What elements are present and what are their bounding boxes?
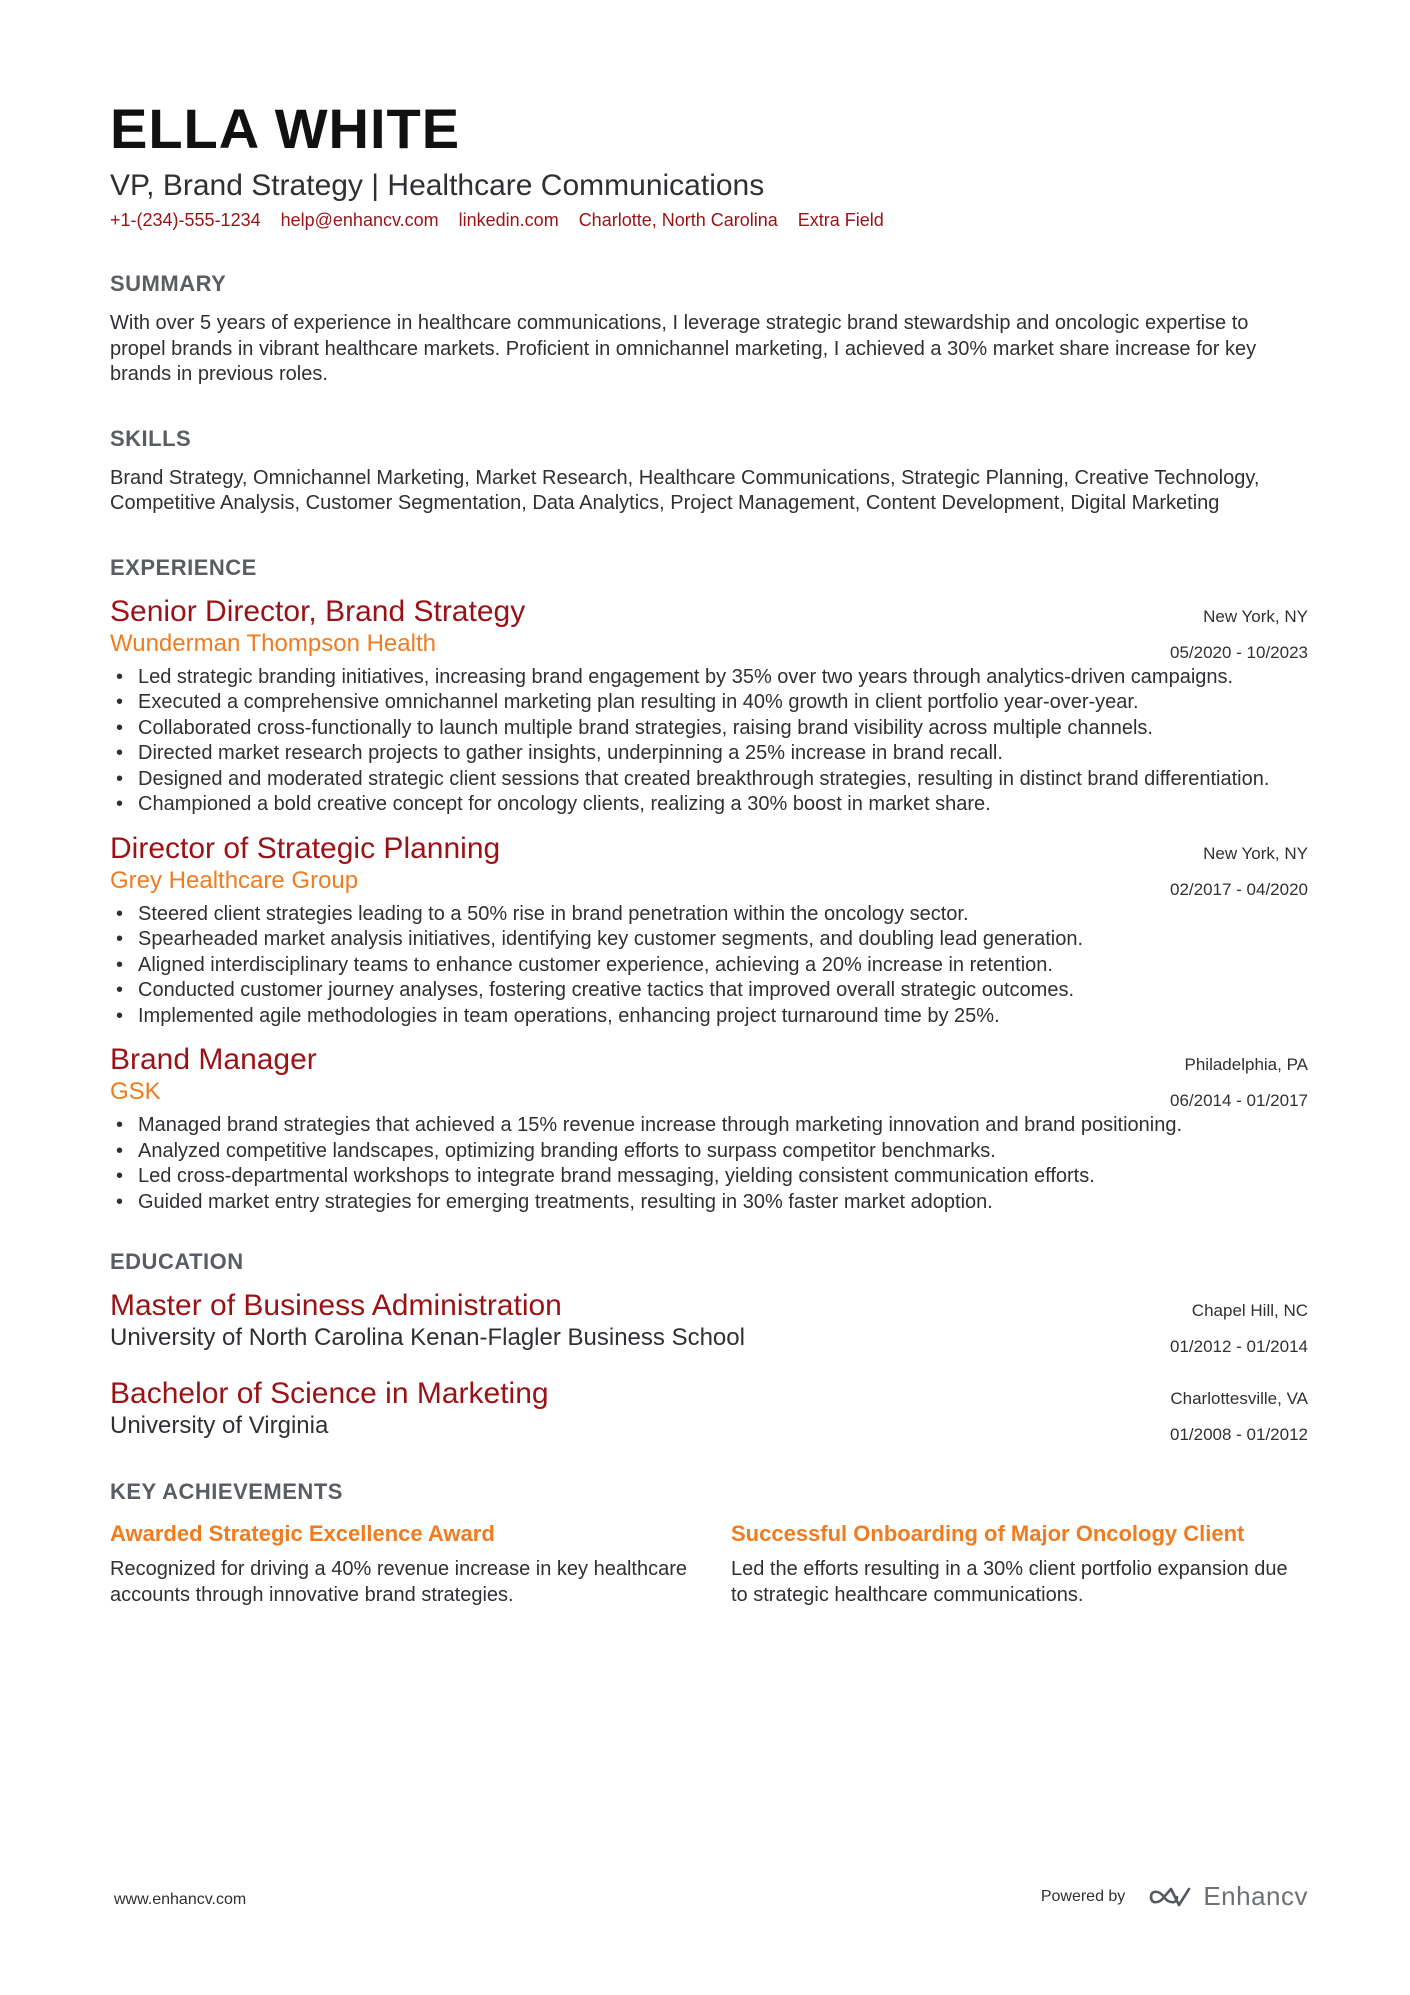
summary-text: With over 5 years of experience in healthcare communications, I leverage strategic brand stewardship and oncologic expertise to propel brands in vibrant healthcare markets. Proficient in omnichannel marketing, I achieved a 30% market share increase for key brands in previous roles. bbox=[110, 312, 1257, 385]
education-location: Chapel Hill, NC bbox=[1191, 1301, 1308, 1320]
contact-info bbox=[110, 210, 1308, 231]
section-title-skills: SKILLS bbox=[110, 425, 192, 451]
summary-section bbox=[110, 271, 1308, 388]
company-name: Grey Healthcare Group bbox=[110, 866, 359, 894]
contact-extra-field: Extra Field bbox=[797, 210, 884, 230]
job-location: New York, NY bbox=[1203, 843, 1308, 863]
achievement-item bbox=[110, 1519, 687, 1608]
job-meta bbox=[1170, 599, 1308, 671]
degree-name: Master of Business Administration bbox=[110, 1289, 562, 1322]
experience-entry bbox=[110, 832, 1308, 1030]
section-title-education: EDUCATION bbox=[110, 1249, 244, 1274]
footer-website[interactable]: www.enhancv.com bbox=[114, 1891, 247, 1908]
education-entry bbox=[110, 1289, 1308, 1356]
company-name: Wunderman Thompson Health bbox=[110, 629, 436, 657]
achievement-text: Led the efforts resulting in a 30% client portfolio expansion due to strategic healthcare communications. bbox=[731, 1558, 1288, 1606]
contact-phone[interactable]: +1-(234)-555-1234 bbox=[110, 210, 261, 230]
education-meta bbox=[1170, 1381, 1308, 1453]
bullet-item: • Implemented agile methodologies in team operations, enhancing project turnaround time by 25%. bbox=[110, 1004, 1308, 1030]
education-entry bbox=[110, 1377, 1308, 1444]
bullet-item: • Conducted customer journey analyses, fostering creative tactics that improved overall strategic outcomes. bbox=[110, 978, 1308, 1004]
job-location: New York, NY bbox=[1203, 606, 1308, 626]
achievements-section bbox=[110, 1479, 1308, 1608]
page-footer bbox=[114, 1881, 1308, 1921]
skills-section bbox=[110, 426, 1308, 517]
bullet-item: • Led cross-departmental workshops to integrate brand messaging, yielding consistent communication efforts. bbox=[110, 1164, 1308, 1190]
bullet-item: • Aligned interdisciplinary teams to enhance customer experience, achieving a 20% increase in retention. bbox=[110, 953, 1308, 979]
achievement-title: Awarded Strategic Excellence Award bbox=[110, 1521, 495, 1546]
resume-header bbox=[110, 96, 1308, 231]
section-title-summary: SUMMARY bbox=[110, 271, 227, 296]
job-bullets bbox=[110, 902, 1308, 1030]
job-title: Director of Strategic Planning bbox=[110, 831, 501, 865]
bullet-item: • Directed market research projects to gather insights, underpinning a 25% increase in brand recall. bbox=[110, 741, 1308, 767]
contact-location: Charlotte, North Carolina bbox=[578, 210, 778, 230]
job-title: Senior Director, Brand Strategy bbox=[110, 594, 526, 628]
bullet-item: • Led strategic branding initiatives, increasing brand engagement by 35% over two years through analytics-driven campaigns. bbox=[110, 665, 1308, 691]
experience-entry bbox=[110, 595, 1308, 818]
candidate-headline: VP, Brand Strategy | Healthcare Communications bbox=[110, 169, 765, 202]
job-location: Philadelphia, PA bbox=[1184, 1055, 1308, 1074]
experience-entry bbox=[110, 1043, 1308, 1215]
job-dates: 05/2020 - 10/2023 bbox=[1169, 642, 1308, 662]
degree-name: Bachelor of Science in Marketing bbox=[110, 1377, 549, 1410]
job-dates: 06/2014 - 01/2017 bbox=[1169, 1091, 1308, 1110]
job-meta bbox=[1170, 836, 1308, 908]
section-title-experience: EXPERIENCE bbox=[110, 554, 257, 580]
experience-section bbox=[110, 555, 1308, 1216]
job-title: Brand Manager bbox=[110, 1043, 317, 1076]
achievement-item bbox=[731, 1519, 1308, 1608]
brand-name: Enhancv bbox=[1203, 1881, 1308, 1911]
bullet-item: • Guided market entry strategies for emerging treatments, resulting in 30% faster market adoption. bbox=[110, 1190, 1308, 1216]
footer-branding bbox=[1041, 1881, 1308, 1912]
education-dates: 01/2008 - 01/2012 bbox=[1169, 1425, 1308, 1444]
contact-linkedin[interactable]: linkedin.com bbox=[458, 210, 559, 230]
job-dates: 02/2017 - 04/2020 bbox=[1169, 879, 1308, 899]
achievement-title: Successful Onboarding of Major Oncology Client bbox=[731, 1521, 1245, 1546]
job-meta bbox=[1170, 1047, 1308, 1119]
school-name: University of North Carolina Kenan-Flagler Business School bbox=[110, 1324, 745, 1351]
education-section bbox=[110, 1249, 1308, 1444]
powered-by-label: Powered by bbox=[1040, 1887, 1126, 1905]
brand-logo[interactable] bbox=[1147, 1881, 1308, 1912]
school-name: University of Virginia bbox=[110, 1412, 329, 1439]
enhancv-logo-icon bbox=[1147, 1885, 1193, 1909]
bullet-item: • Spearheaded market analysis initiatives, identifying key customer segments, and doubling lead generation. bbox=[110, 927, 1308, 953]
job-bullets bbox=[110, 665, 1308, 818]
bullet-item: • Designed and moderated strategic client sessions that created breakthrough strategies, resulting in distinct brand differentiation. bbox=[110, 767, 1308, 793]
company-name: GSK bbox=[110, 1078, 161, 1105]
achievement-text: Recognized for driving a 40% revenue increase in key healthcare accounts through innovative brand strategies. bbox=[110, 1558, 688, 1606]
section-title-achievements: KEY ACHIEVEMENTS bbox=[110, 1479, 343, 1504]
skills-text: Brand Strategy, Omnichannel Marketing, Market Research, Healthcare Communications, Strategic Planning, Creative Technology, Competitive Analysis, Customer Segmentation, Data Analytics, Project Management, Content Development, Digital Marketing bbox=[110, 466, 1260, 514]
education-dates: 01/2012 - 01/2014 bbox=[1169, 1337, 1308, 1356]
bullet-item: • Championed a bold creative concept for oncology clients, realizing a 30% boost in market share. bbox=[110, 792, 1308, 818]
job-bullets bbox=[110, 1113, 1308, 1215]
bullet-item: • Executed a comprehensive omnichannel marketing plan resulting in 40% growth in client portfolio year-over-year. bbox=[110, 690, 1308, 716]
candidate-name: ELLA WHITE bbox=[110, 97, 461, 160]
resume-page bbox=[110, 96, 1308, 1608]
contact-email[interactable]: help@enhancv.com bbox=[280, 210, 439, 230]
education-meta bbox=[1170, 1293, 1308, 1365]
education-location: Charlottesville, VA bbox=[1170, 1389, 1308, 1408]
bullet-item: • Steered client strategies leading to a 50% rise in brand penetration within the oncology sector. bbox=[110, 902, 1308, 928]
bullet-item: • Analyzed competitive landscapes, optimizing branding efforts to surpass competitor benchmarks. bbox=[110, 1139, 1308, 1165]
achievements-grid bbox=[110, 1519, 1308, 1608]
bullet-item: • Collaborated cross-functionally to launch multiple brand strategies, raising brand visibility across multiple channels. bbox=[110, 716, 1308, 742]
bullet-item: • Managed brand strategies that achieved a 15% revenue increase through marketing innovation and brand positioning. bbox=[110, 1113, 1308, 1139]
